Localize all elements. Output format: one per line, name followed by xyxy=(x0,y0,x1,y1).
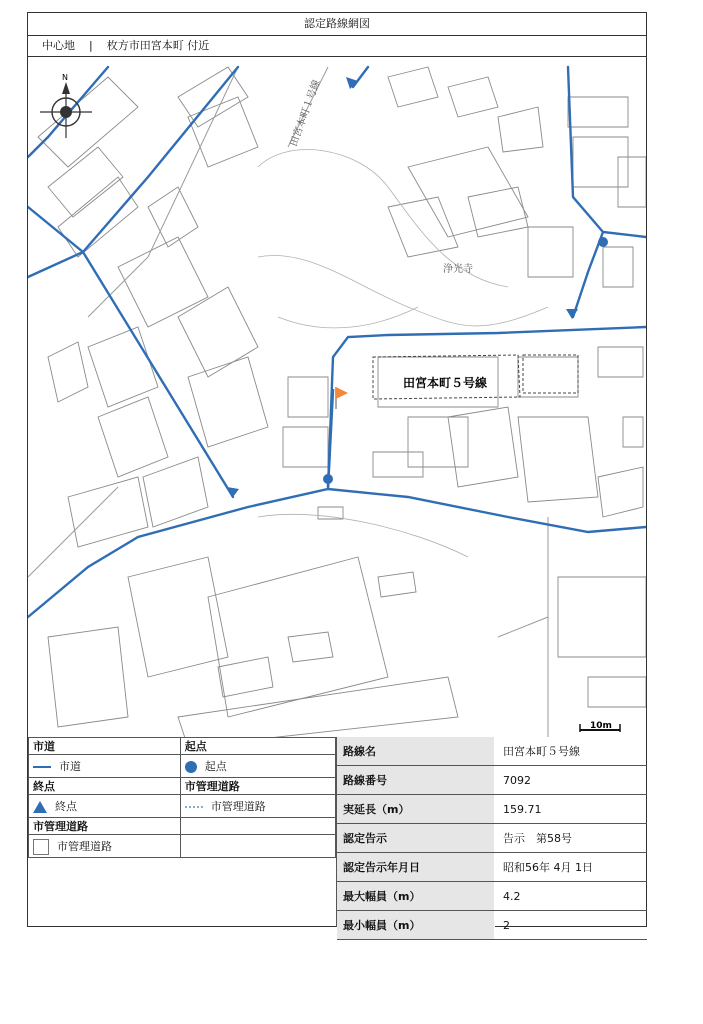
info-value: 159.71 xyxy=(495,795,648,824)
arrow-down-right-road xyxy=(566,309,578,319)
temple-label: 浄光寺 xyxy=(443,264,473,275)
legend-empty-cell xyxy=(180,835,335,858)
north-label: N xyxy=(62,73,68,82)
legend-panel xyxy=(28,737,336,927)
location-bar xyxy=(28,35,646,57)
map-canvas xyxy=(28,57,646,737)
junction-point-marker xyxy=(598,237,608,247)
end-flag-marker xyxy=(336,387,348,409)
map-area[interactable] xyxy=(28,57,646,737)
legend-city-road-head: 市道 xyxy=(29,738,181,755)
info-value: 告示 第58号 xyxy=(495,824,648,853)
info-key: 路線番号 xyxy=(337,766,495,795)
route-map-sheet xyxy=(27,12,647,932)
info-value: 2 xyxy=(495,911,648,940)
legend-empty-head xyxy=(180,818,335,835)
legend-city-road xyxy=(29,755,181,778)
legend-managed-area xyxy=(29,835,181,858)
location-text: 枚方市田宮本町 付近 xyxy=(106,39,210,52)
route-info-table xyxy=(336,737,647,932)
separator: | xyxy=(89,39,93,52)
blue-line-icon xyxy=(33,766,51,768)
info-key: 最大幅員（m） xyxy=(337,882,495,911)
info-value: 4.2 xyxy=(495,882,648,911)
info-row-route-name xyxy=(337,737,647,766)
building-outlines xyxy=(38,67,646,737)
info-key: 認定告示年月日 xyxy=(337,853,495,882)
scale-label: 10m xyxy=(590,721,612,731)
legend-managed-label: 市管理道路 xyxy=(210,800,266,813)
info-value: 田宮本町５号線 xyxy=(495,737,648,766)
info-row-notice xyxy=(337,824,647,853)
info-row-length xyxy=(337,795,647,824)
blue-dot-icon xyxy=(185,761,197,773)
empty-box-icon xyxy=(33,839,49,855)
legend-managed-area-head: 市管理道路 xyxy=(29,818,181,835)
area-label: 中心地 xyxy=(42,39,75,52)
info-row-notice-date xyxy=(337,853,647,882)
legend-city-road-label: 市道 xyxy=(59,760,81,773)
info-row-max-width xyxy=(337,882,647,911)
scale-bar xyxy=(580,721,620,732)
legend-end-label: 終点 xyxy=(55,800,77,813)
legend-managed xyxy=(180,795,335,818)
direction-arrows xyxy=(227,77,578,497)
info-key: 実延長（m） xyxy=(337,795,495,824)
legend-start-head: 起点 xyxy=(180,738,335,755)
sheet-title: 認定路線網図 xyxy=(28,13,646,36)
info-key: 最小幅員（m） xyxy=(337,911,495,940)
legend-managed-head: 市管理道路 xyxy=(180,778,335,795)
legend-end-head: 終点 xyxy=(29,778,181,795)
info-row-route-number xyxy=(337,766,647,795)
legend-start xyxy=(180,755,335,778)
legend-managed-area-label: 市管理道路 xyxy=(57,839,112,853)
legend-start-label: 起点 xyxy=(204,760,227,773)
start-point-marker xyxy=(323,474,333,484)
legend-end xyxy=(29,795,181,818)
vertical-road-label: 田宮本町１号線 xyxy=(288,78,323,149)
blue-triangle-icon xyxy=(33,801,47,813)
dotted-line-icon xyxy=(185,806,203,808)
info-row-min-width xyxy=(337,911,647,940)
info-value: 7092 xyxy=(495,766,648,795)
info-key: 認定告示 xyxy=(337,824,495,853)
info-value: 昭和56年 4月 1日 xyxy=(495,853,648,882)
info-key: 路線名 xyxy=(337,737,495,766)
route-label: 田宮本町５号線 xyxy=(403,376,488,390)
